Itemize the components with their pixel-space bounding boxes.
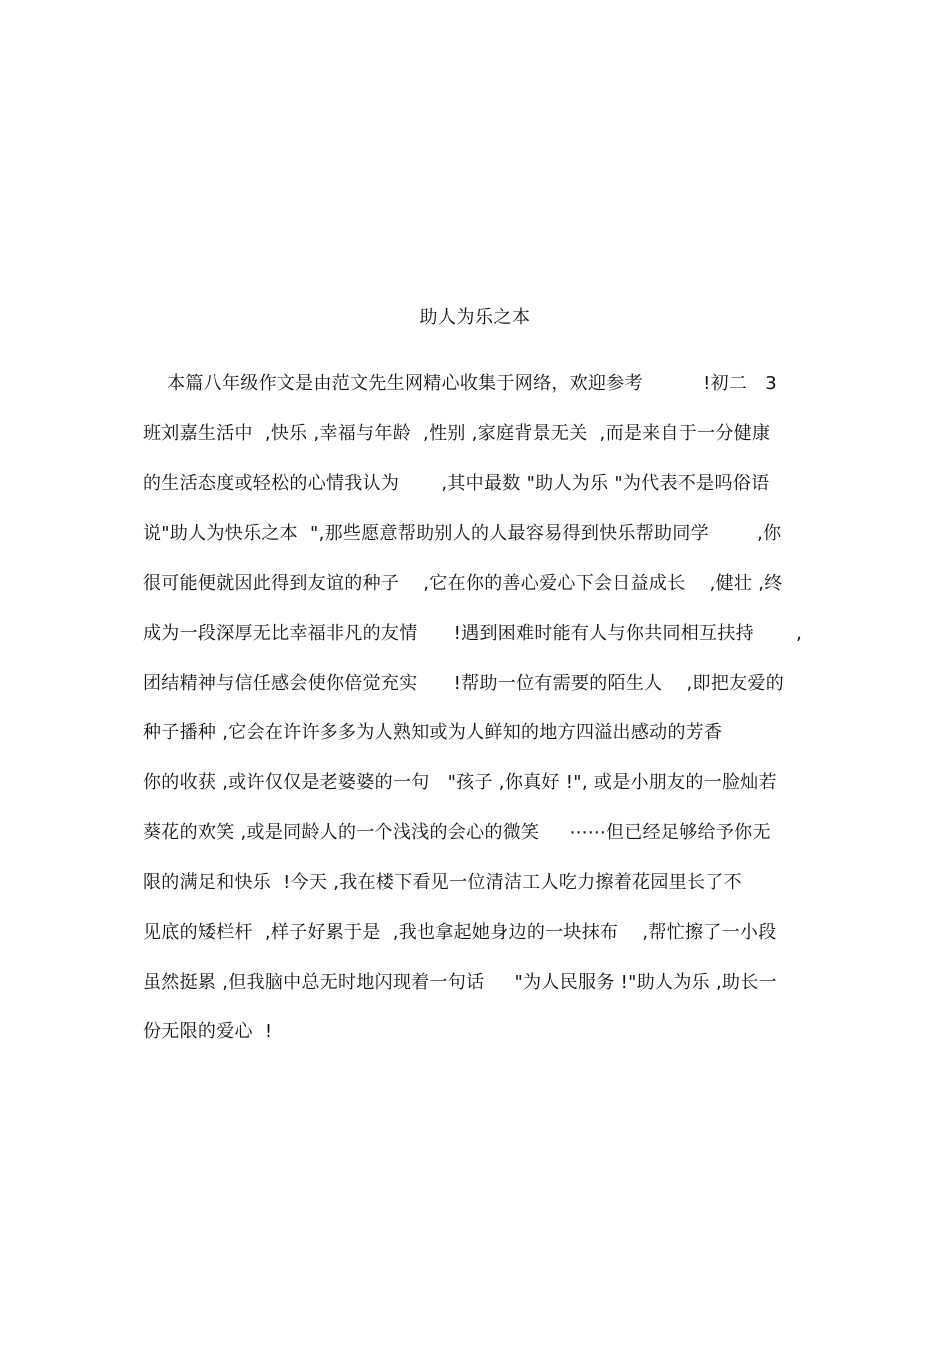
paragraph-line-7: 团结精神与信任感会使你倍觉充实 !帮助一位有需要的陌生人 ,即把友爱的 — [143, 673, 785, 694]
paragraph-line-3: 的生活态度或轻松的心情我认为 ,其中最数 "助人为乐 "为代表不是吗俗语 — [143, 473, 770, 494]
paragraph-line-11: 限的满足和快乐 !今天 ,我在楼下看见一位清洁工人吃力擦着花园里长了不 — [143, 872, 742, 893]
paragraph-line-1: 本篇八年级作文是由范文先生网精心收集于网络，欢迎参考 !初二 3 — [143, 373, 778, 394]
paragraph-line-13: 虽然挺累 ,但我脑中总无时地闪现着一句话 "为人民服务 !"助人为乐 ,助长一 — [143, 972, 777, 993]
paragraph-line-10: 葵花的欢笑 ,或是同龄人的一个浅浅的会心的微笑 ⋯⋯但已经足够给予你无 — [143, 822, 771, 843]
paragraph-line-6: 成为一段深厚无比幸福非凡的友情 !遇到困难时能有人与你共同相互扶持 , — [143, 623, 803, 644]
paragraph-line-8: 种子播种 ,它会在许许多多为人熟知或为人鲜知的地方四溢出感动的芳香 — [143, 722, 723, 743]
paragraph-line-2: 班刘嘉生活中 ,快乐 ,幸福与年龄 ,性别 ,家庭背景无关 ,而是来自于一分健康 — [143, 423, 771, 444]
paragraph-line-12: 见底的矮栏杆 ,样子好累于是 ,我也拿起她身边的一块抹布 ,帮忙擦了一小段 — [143, 922, 777, 943]
document-title: 助人为乐之本 — [419, 307, 531, 328]
paragraph-line-9: 你的收获 ,或许仅仅是老婆婆的一句 "孩子 ,你真好 !", 或是小朋友的一脸灿若 — [143, 772, 777, 793]
paragraph-line-14: 份无限的爱心 ! — [143, 1021, 273, 1042]
paragraph-line-5: 很可能便就因此得到友谊的种子 ,它在你的善心爱心下会日益成长 ,健壮 ,终 — [143, 573, 783, 594]
paragraph-line-4: 说"助人为快乐之本 ",那些愿意帮助别人的人最容易得到快乐帮助同学 ,你 — [143, 523, 782, 544]
